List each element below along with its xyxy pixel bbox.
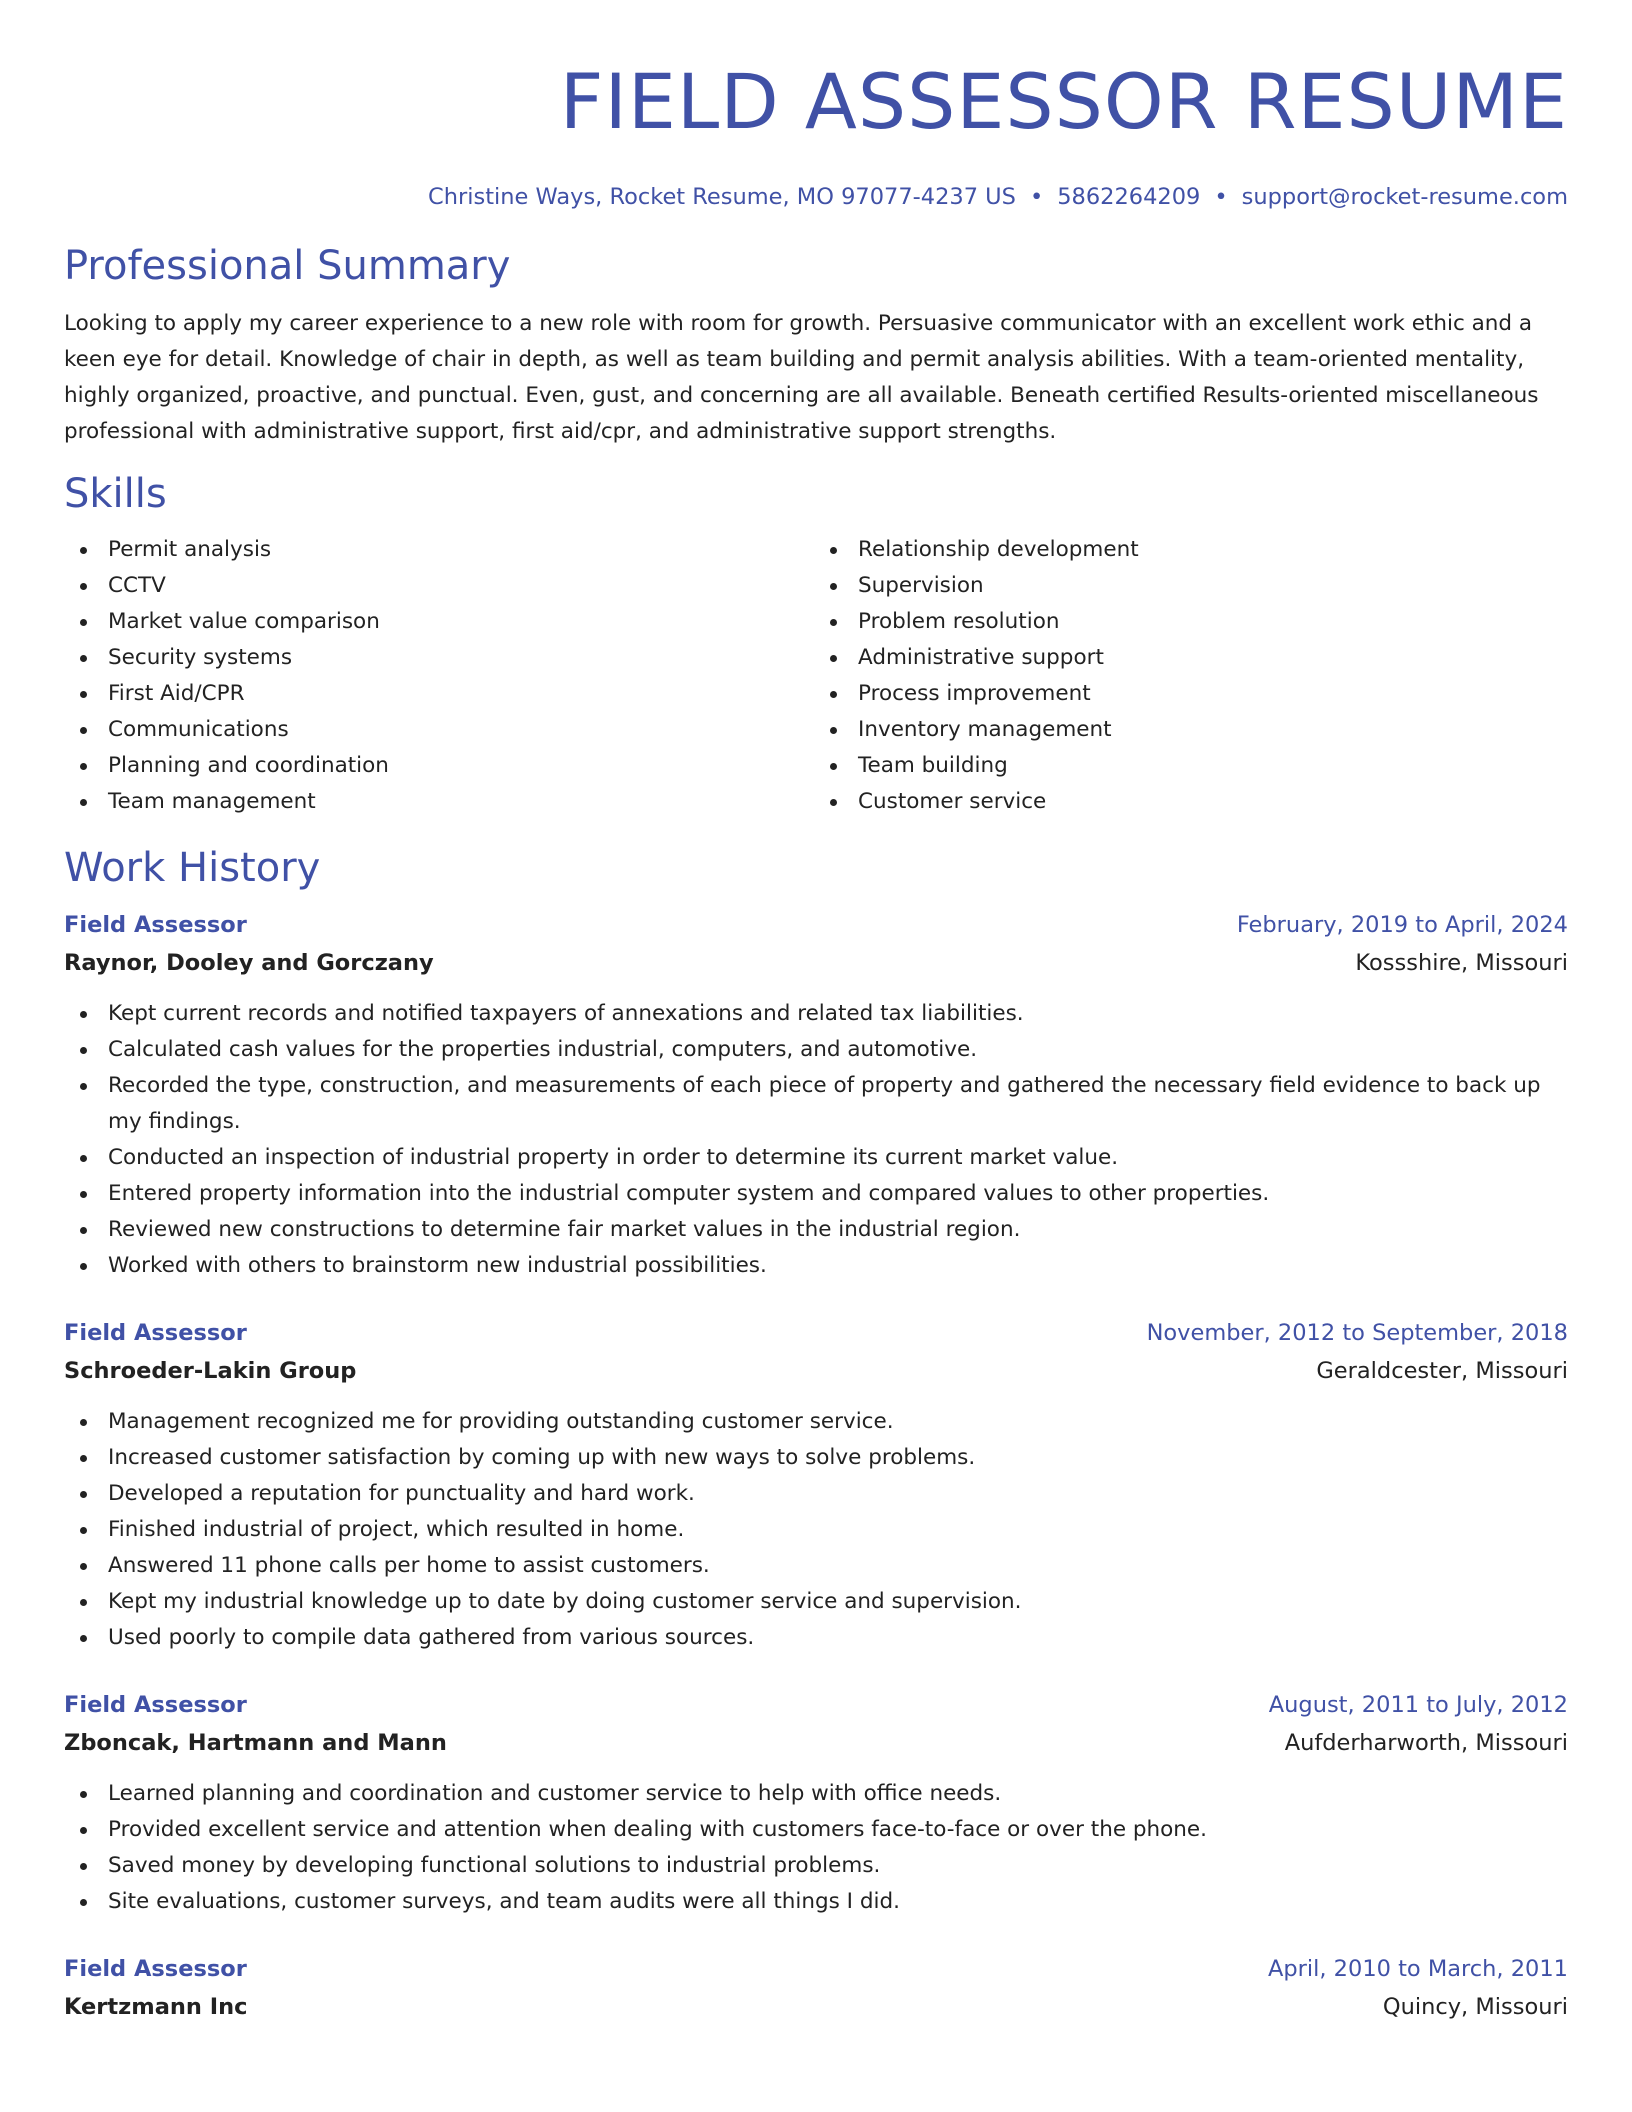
contact-address: Christine Ways, Rocket Resume, MO 97077-4237 US (428, 184, 1016, 210)
skill-item: Market value comparison (108, 604, 816, 640)
contact-separator: • (1214, 184, 1228, 210)
duty-item: Used poorly to compile data gathered from various sources. (108, 1620, 1568, 1656)
duty-item: Finished industrial of project, which resulted in home. (108, 1512, 1568, 1548)
duty-item: Learned planning and coordination and customer service to help with office needs. (108, 1776, 1568, 1812)
job-company: Raynor, Dooley and Gorczany (64, 950, 434, 976)
job-duties (64, 1776, 1568, 1920)
summary-section (64, 242, 1568, 450)
job-title: Field Assessor (64, 1320, 247, 1346)
job-entry (64, 1950, 1568, 2026)
duty-item: Kept my industrial knowledge up to date by doing customer service and supervision. (108, 1584, 1568, 1620)
skill-item: Administrative support (858, 640, 1568, 676)
skill-item: Problem resolution (858, 604, 1568, 640)
job-duties (64, 1404, 1568, 1656)
skill-item: Communications (108, 712, 816, 748)
skill-item: Permit analysis (108, 532, 816, 568)
skill-item: Team management (108, 784, 816, 820)
contact-line (64, 182, 1568, 212)
skill-item: First Aid/CPR (108, 676, 816, 712)
job-title-row (64, 1950, 1568, 1988)
duty-item: Entered property information into the industrial computer system and compared values to other properties. (108, 1176, 1568, 1212)
duty-item: Site evaluations, customer surveys, and team audits were all things I did. (108, 1884, 1568, 1920)
resume-title: FIELD ASSESSOR RESUME (559, 57, 1568, 146)
skill-item: Supervision (858, 568, 1568, 604)
duty-item: Conducted an inspection of industrial property in order to determine its current market value. (108, 1140, 1568, 1176)
contact-email[interactable]: support@rocket-resume.com (1241, 184, 1568, 210)
duty-item: Developed a reputation for punctuality and hard work. (108, 1476, 1568, 1512)
skill-item: Customer service (858, 784, 1568, 820)
job-dates: April, 2010 to March, 2011 (1267, 1956, 1568, 1982)
duty-item: Kept current records and notified taxpayers of annexations and related tax liabilities. (108, 996, 1568, 1032)
duty-item: Management recognized me for providing outstanding customer service. (108, 1404, 1568, 1440)
job-dates: August, 2011 to July, 2012 (1268, 1692, 1568, 1718)
skill-item: Relationship development (858, 532, 1568, 568)
contact-phone[interactable]: 5862264209 (1057, 184, 1201, 210)
job-dates: November, 2012 to September, 2018 (1146, 1320, 1568, 1346)
duty-item: Answered 11 phone calls per home to assist customers. (108, 1548, 1568, 1584)
job-company-row (64, 944, 1568, 982)
skill-item: Process improvement (858, 676, 1568, 712)
job-title: Field Assessor (64, 1956, 247, 1982)
job-company-row (64, 1352, 1568, 1390)
skills-column-left (64, 532, 816, 820)
job-location: Geraldcester, Missouri (1316, 1358, 1568, 1384)
duty-item: Worked with others to brainstorm new industrial possibilities. (108, 1248, 1568, 1284)
job-location: Aufderharworth, Missouri (1284, 1730, 1568, 1756)
summary-heading: Professional Summary (64, 243, 511, 289)
skills-list (64, 532, 1568, 820)
job-entry (64, 906, 1568, 1284)
job-entry (64, 1314, 1568, 1656)
work-history-heading: Work History (64, 845, 321, 891)
job-title-row (64, 1686, 1568, 1724)
job-company-row (64, 1724, 1568, 1762)
job-title-row (64, 1314, 1568, 1352)
skill-item: Planning and coordination (108, 748, 816, 784)
skills-section (64, 470, 1568, 820)
duty-item: Increased customer satisfaction by coming up with new ways to solve problems. (108, 1440, 1568, 1476)
duty-item: Reviewed new constructions to determine fair market values in the industrial region. (108, 1212, 1568, 1248)
job-company: Kertzmann Inc (64, 1994, 248, 2020)
job-title: Field Assessor (64, 912, 247, 938)
job-duties (64, 996, 1568, 1284)
job-location: Kossshire, Missouri (1355, 950, 1568, 976)
job-location: Quincy, Missouri (1382, 1994, 1568, 2020)
job-company: Schroeder-Lakin Group (64, 1358, 357, 1384)
duty-item: Provided excellent service and attention when dealing with customers face-to-face or over the phone. (108, 1812, 1568, 1848)
skill-item: Team building (858, 748, 1568, 784)
job-company: Zboncak, Hartmann and Mann (64, 1730, 447, 1756)
work-history-section (64, 844, 1568, 2026)
duty-item: Saved money by developing functional solutions to industrial problems. (108, 1848, 1568, 1884)
skill-item: Security systems (108, 640, 816, 676)
contact-separator: • (1029, 184, 1044, 210)
job-title: Field Assessor (64, 1692, 247, 1718)
duty-item: Calculated cash values for the properties industrial, computers, and automotive. (108, 1032, 1568, 1068)
summary-text: Looking to apply my career experience to a new role with room for growth. Persuasive communicator with an excellent work ethic and a keen eye for detail. Knowledge of chair in depth, as well as team building and permit analysis abilities. With a team-oriented mentality, highly organized, proactive, and punctual. Even, gust, and concerning are all available. Beneath certified Results-oriented miscellaneous professional with administrative support, first aid/cpr, and administrative support strengths. (64, 311, 1539, 444)
job-entry (64, 1686, 1568, 1920)
skill-item: CCTV (108, 568, 816, 604)
skills-column-right (816, 532, 1568, 820)
duty-item: Recorded the type, construction, and measurements of each piece of property and gathered the necessary field evidence to back up my findings. (108, 1068, 1568, 1140)
job-dates: February, 2019 to April, 2024 (1236, 912, 1568, 938)
skill-item: Inventory management (858, 712, 1568, 748)
skills-heading: Skills (64, 471, 167, 517)
job-company-row (64, 1988, 1568, 2026)
job-title-row (64, 906, 1568, 944)
